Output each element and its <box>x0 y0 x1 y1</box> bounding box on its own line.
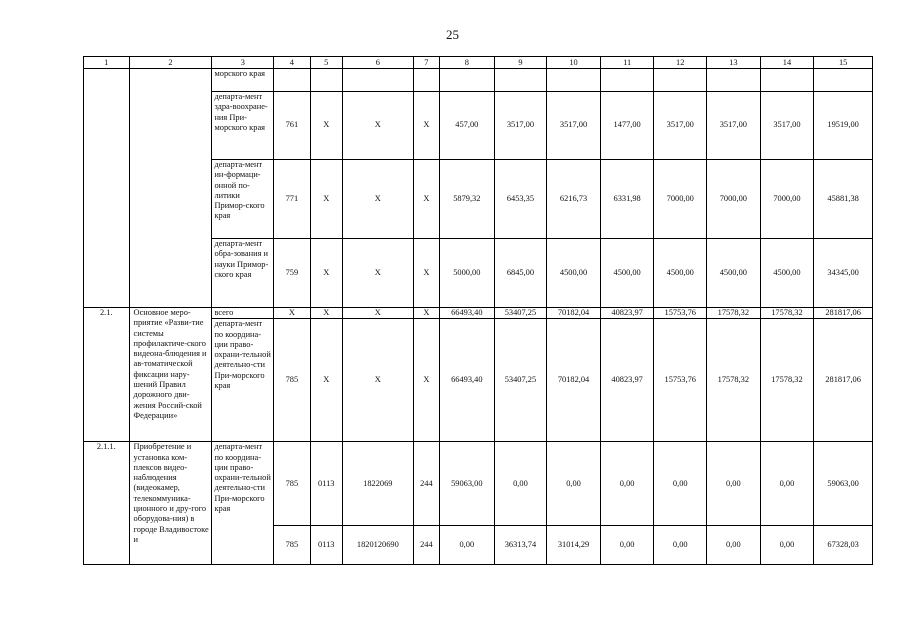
cell-csr: X <box>342 308 413 319</box>
cell-value: 17578,32 <box>760 308 814 319</box>
cell-value: 4500,00 <box>707 239 761 308</box>
header-row <box>84 57 873 69</box>
cell-executor: департа-мент здра-воохране-ния При-морского края <box>212 92 274 160</box>
cell-value: 66493,40 <box>440 319 495 442</box>
cell-value: 59063,00 <box>814 442 873 526</box>
header-cell: 14 <box>760 57 814 69</box>
header-cell: 2 <box>129 57 212 69</box>
cell-executor: департа-мент по координа-ции право-охрани-тельной деятельно-сти При-морского края <box>212 319 274 442</box>
cell-value: 0,00 <box>440 526 495 565</box>
cell-name: Основное меро-приятие «Разви-тие системы профилактиче-ского видеона-блюдения и ав-томатической фиксации нару-шений Правил дорожного дви-жения Россий-ской Федерации» <box>129 308 212 442</box>
table-row <box>84 69 873 92</box>
cell-value: 3517,00 <box>547 92 601 160</box>
cell-value: 36313,74 <box>494 526 547 565</box>
cell-value: 0,00 <box>760 526 814 565</box>
cell-rzpr: X <box>310 92 342 160</box>
cell-value: 0,00 <box>547 442 601 526</box>
cell-rzpr: X <box>310 308 342 319</box>
cell-grbs: X <box>274 308 310 319</box>
cell-value: 7000,00 <box>654 160 707 239</box>
cell-value: 40823,97 <box>600 308 654 319</box>
cell-executor: всего <box>212 308 274 319</box>
header-cell: 6 <box>342 57 413 69</box>
cell-value: 31014,29 <box>547 526 601 565</box>
cell-value: 0,00 <box>707 442 761 526</box>
cell-value: 3517,00 <box>654 92 707 160</box>
cell-csr: X <box>342 92 413 160</box>
cell-value: 0,00 <box>654 526 707 565</box>
cell-executor: морского края <box>212 69 274 92</box>
header-cell: 8 <box>440 57 495 69</box>
cell-name: Приобретение и установка ком-плексов видео-наблюдения (видеокамер, телекоммуника-ционного и дру-гого оборудова-ния) в городе Владивостоке и <box>129 442 212 565</box>
cell-grbs: 785 <box>274 526 310 565</box>
cell-value: 3517,00 <box>494 92 547 160</box>
cell-value: 34345,00 <box>814 239 873 308</box>
cell-value: 40823,97 <box>600 319 654 442</box>
cell-value: 70182,04 <box>547 319 601 442</box>
cell-value: 15753,76 <box>654 308 707 319</box>
cell-value: 5879,32 <box>440 160 495 239</box>
cell-rzpr: X <box>310 160 342 239</box>
cell-csr: 1820120690 <box>342 526 413 565</box>
header-cell: 10 <box>547 57 601 69</box>
cell-value: 281817,06 <box>814 319 873 442</box>
header-cell: 11 <box>600 57 654 69</box>
cell-value: 457,00 <box>440 92 495 160</box>
cell-value: 6453,35 <box>494 160 547 239</box>
cell-value: 4500,00 <box>760 239 814 308</box>
cell-value: 19519,00 <box>814 92 873 160</box>
cell-rzpr: 0113 <box>310 442 342 526</box>
header-cell: 13 <box>707 57 761 69</box>
cell-vr: X <box>413 92 439 160</box>
cell-value: 5000,00 <box>440 239 495 308</box>
cell-rzpr: X <box>310 239 342 308</box>
cell-value: 67328,03 <box>814 526 873 565</box>
cell-rzpr: 0113 <box>310 526 342 565</box>
cell-grbs: 785 <box>274 319 310 442</box>
cell-value: 0,00 <box>494 442 547 526</box>
header-cell: 12 <box>654 57 707 69</box>
cell-value: 6331,98 <box>600 160 654 239</box>
cell-csr: 1822069 <box>342 442 413 526</box>
cell-grbs: 759 <box>274 239 310 308</box>
cell-value: 0,00 <box>600 526 654 565</box>
cell-value: 45881,38 <box>814 160 873 239</box>
cell-executor: департа-мент по координа-ции право-охрани-тельной деятельно-сти При-морского края <box>212 442 274 565</box>
cell-value: 17578,32 <box>760 319 814 442</box>
cell-executor: департа-мент обра-зования и науки Примор-ского края <box>212 239 274 308</box>
cell-value: 3517,00 <box>707 92 761 160</box>
budget-table <box>83 56 873 565</box>
cell-vr: X <box>413 308 439 319</box>
cell-grbs: 771 <box>274 160 310 239</box>
cell-name <box>129 69 212 308</box>
cell-value: 4500,00 <box>654 239 707 308</box>
cell-vr: X <box>413 239 439 308</box>
cell-grbs: 785 <box>274 442 310 526</box>
cell-value: 53407,25 <box>494 319 547 442</box>
cell-value: 17578,32 <box>707 319 761 442</box>
cell-csr: X <box>342 160 413 239</box>
cell-value: 17578,32 <box>707 308 761 319</box>
header-cell: 5 <box>310 57 342 69</box>
cell-value: 7000,00 <box>760 160 814 239</box>
cell-value: 3517,00 <box>760 92 814 160</box>
cell-value: 66493,40 <box>440 308 495 319</box>
header-cell: 1 <box>84 57 130 69</box>
cell-vr: 244 <box>413 442 439 526</box>
header-cell: 7 <box>413 57 439 69</box>
table-row <box>84 442 873 526</box>
header-cell: 9 <box>494 57 547 69</box>
cell-value: 1477,00 <box>600 92 654 160</box>
cell-num: 2.1. <box>84 308 130 442</box>
cell-num <box>84 69 130 308</box>
header-cell: 3 <box>212 57 274 69</box>
cell-num: 2.1.1. <box>84 442 130 565</box>
header-cell: 15 <box>814 57 873 69</box>
cell-vr: X <box>413 160 439 239</box>
page-number: 25 <box>446 27 459 42</box>
cell-rzpr: X <box>310 319 342 442</box>
cell-value: 0,00 <box>707 526 761 565</box>
cell-value: 7000,00 <box>707 160 761 239</box>
cell-vr: X <box>413 319 439 442</box>
cell-grbs: 761 <box>274 92 310 160</box>
header-cell: 4 <box>274 57 310 69</box>
cell-value: 70182,04 <box>547 308 601 319</box>
cell-value: 15753,76 <box>654 319 707 442</box>
cell-value: 59063,00 <box>440 442 495 526</box>
cell-value: 6845,00 <box>494 239 547 308</box>
cell-value: 0,00 <box>760 442 814 526</box>
cell-csr: X <box>342 319 413 442</box>
cell-value: 0,00 <box>600 442 654 526</box>
cell-vr: 244 <box>413 526 439 565</box>
cell-value: 0,00 <box>654 442 707 526</box>
table-row <box>84 308 873 319</box>
cell-value: 53407,25 <box>494 308 547 319</box>
cell-csr: X <box>342 239 413 308</box>
cell-value: 4500,00 <box>547 239 601 308</box>
cell-value: 4500,00 <box>600 239 654 308</box>
cell-value: 281817,06 <box>814 308 873 319</box>
cell-value: 6216,73 <box>547 160 601 239</box>
cell-executor: департа-мент ин-формаци-онной по-литики Примор-ского края <box>212 160 274 239</box>
